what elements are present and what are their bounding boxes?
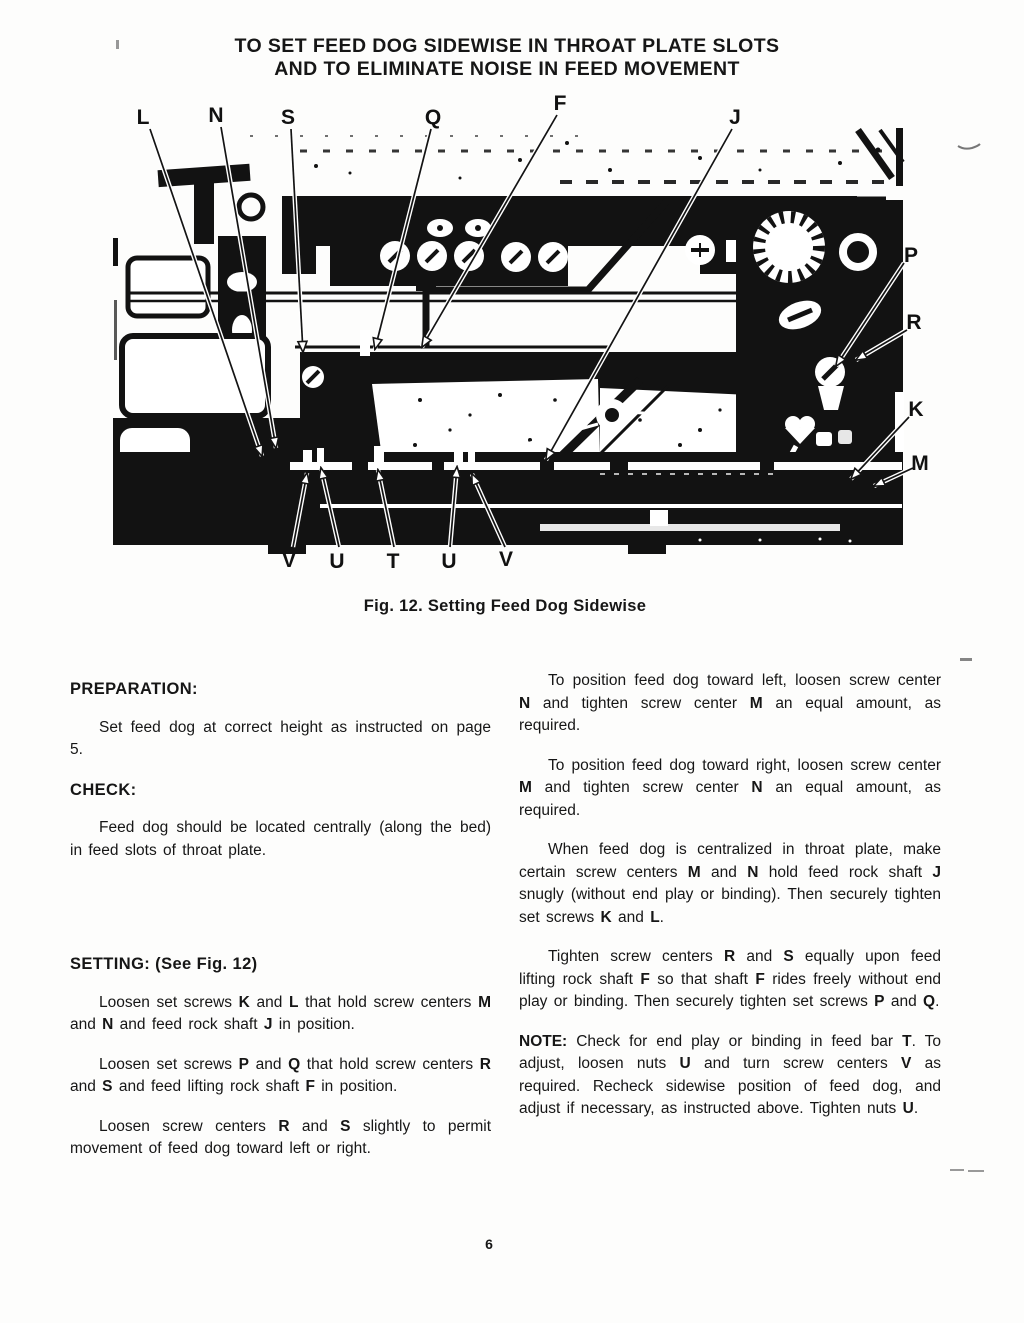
figure-label-T: T <box>386 550 400 573</box>
figure-label-Q: Q <box>424 106 442 129</box>
body-paragraph: To position feed dog toward right, loosen screw center M and tighten screw center N an equal amount, as required. <box>519 756 941 819</box>
column-left <box>70 678 491 1178</box>
figure-label-L: L <box>136 106 150 129</box>
figure-label-J: J <box>729 106 741 129</box>
figure-label-S: S <box>280 106 296 129</box>
body-paragraph: Feed dog should be located centrally (along the bed) in feed slots of throat plate. <box>70 819 491 859</box>
column-right <box>519 670 941 1138</box>
body-paragraph: To position feed dog toward left, loosen screw center N and tighten screw center M an equal amount, as required. <box>519 672 941 734</box>
column-spacer <box>70 879 491 953</box>
page-number: 6 <box>485 1236 493 1252</box>
body-paragraph: When feed dog is centralized in throat plate, make certain screw centers M and N hold feed rock shaft J snugly (without end play or binding). Then securely tighten set screws K and L. <box>519 841 941 926</box>
body-paragraph: Loosen set screws K and L that hold screw centers M and N and feed rock shaft J in position. <box>70 993 491 1033</box>
body-paragraph: Set feed dog at correct height as instructed on page 5. <box>70 718 491 758</box>
body-paragraph: Loosen set screws P and Q that hold screw centers R and S and feed lifting rock shaft F in position. <box>70 1055 491 1095</box>
page-title-line2: AND TO ELIMINATE NOISE IN FEED MOVEMENT <box>274 58 740 80</box>
page-title-line1: TO SET FEED DOG SIDEWISE IN THROAT PLATE SLOTS <box>234 35 780 57</box>
note-paragraph: NOTE: Check for end play or binding in feed bar T. To adjust, loosen nuts U and turn screw centers V as required. Recheck sidewise position of feed dog, and adjust if necessary, as instructed above. Tighten nuts U. <box>519 1032 941 1117</box>
figure-label-U: U <box>441 550 457 573</box>
figure-label-U: U <box>329 550 345 573</box>
section-heading: CHECK: <box>70 780 137 799</box>
page-title <box>7 35 1007 81</box>
figure-label-N: N <box>208 104 224 127</box>
figure-label-K: K <box>908 398 924 421</box>
figure-label-M: M <box>911 452 929 475</box>
figure-label-P: P <box>903 244 919 267</box>
figure-label-R: R <box>906 311 922 334</box>
section-heading: SETTING: (See Fig. 12) <box>70 955 258 973</box>
body-paragraph: Tighten screw centers R and S equally upon feed lifting rock shaft F so that shaft F rides freely without end play or binding. Then securely tighten set screws P and Q. <box>519 948 942 1010</box>
figure-label-V: V <box>498 548 514 571</box>
body-paragraph: Loosen screw centers R and S slightly to permit movement of feed dog toward left or right. <box>70 1117 491 1157</box>
figure-label-F: F <box>553 92 567 115</box>
figure-label-V: V <box>281 549 297 572</box>
figure-caption: Fig. 12. Setting Feed Dog Sidewise <box>363 597 647 615</box>
section-heading: PREPARATION: <box>70 680 198 698</box>
